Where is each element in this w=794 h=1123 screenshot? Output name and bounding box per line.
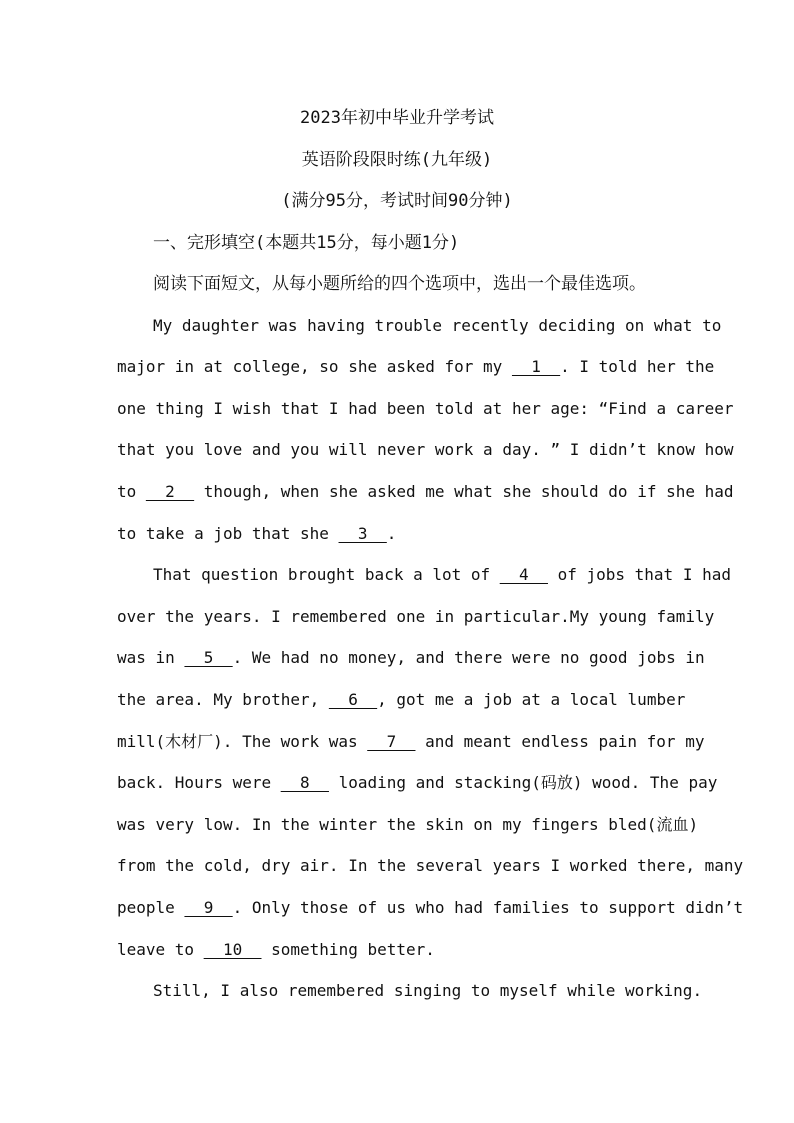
passage-line [117,731,705,753]
passage-line [117,356,715,378]
blank-6: __6__ [328,690,378,709]
passage-text: of jobs that I had [547,565,731,584]
passage-line [117,647,705,669]
passage-line: Still, I also remembered singing to myself while working. [153,981,703,1000]
passage-text: and meant endless pain for my [415,732,705,751]
blank-2: __2__ [145,482,195,501]
passage-text: was in [117,648,185,667]
passage-line: from the cold, dry air. In the several years I worked there, many [117,856,744,875]
passage-line: over the years. I remembered one in particular.My young family [117,607,715,626]
blank-10: __10__ [203,940,262,959]
blank-4: __4__ [499,565,548,584]
exam-score-time-note: (满分95分，考试时间90分钟) [281,191,513,211]
passage-text: loading and stacking(码放) wood. The pay [328,773,718,792]
passage-line [153,564,731,586]
blank-7: __7__ [367,732,416,751]
passage-line [117,481,734,503]
passage-line [117,523,678,545]
passage-line [117,939,678,961]
passage-text: . We had no money, and there were no good jobs in [232,648,705,667]
passage-text: though, when she asked me what she should do if she had [194,482,734,501]
passage-line: My daughter was having trouble recently deciding on what to [153,316,722,335]
blank-1: __1__ [511,357,561,376]
passage-line [117,689,686,711]
passage-text: mill(木材厂). The work was [117,732,368,751]
passage-text: . [386,524,397,543]
passage-text: people [117,898,185,917]
passage-text: major in at college, so she asked for my [117,357,512,376]
exam-subtitle: 英语阶段限时练(九年级) [301,150,493,170]
passage-text: something better. [261,940,435,959]
blank-5: __5__ [184,648,233,667]
passage-text: . Only those of us who had families to support didn’t [232,898,744,917]
blank-9: __9__ [184,898,233,917]
passage-line: was very low. In the winter the skin on my fingers bled(流血) [117,815,699,834]
passage-text: That question brought back a lot of [153,565,500,584]
blank-3: __3__ [338,524,387,543]
passage-text: . I told her the [560,357,715,376]
passage-line: that you love and you will never work a day. ” I didn’t know how [117,440,734,459]
blank-8: __8__ [280,773,329,792]
passage-text: , got me a job at a local lumber [377,690,686,709]
passage-line: one thing I wish that I had been told at her age: “Find a career [117,399,734,418]
exam-title: 2023年初中毕业升学考试 [300,108,494,128]
passage-text: leave to [117,940,204,959]
passage-text: to [117,482,146,501]
passage-line [117,897,744,919]
passage-text: to take a job that she [117,524,339,543]
passage-line [117,772,718,794]
section-instruction: 阅读下面短文，从每小题所给的四个选项中，选出一个最佳选项。 [153,274,646,294]
passage-text: back. Hours were [117,773,281,792]
section-heading: 一、完形填空(本题共15分，每小题1分) [153,233,460,253]
passage-text: the area. My brother, [117,690,329,709]
